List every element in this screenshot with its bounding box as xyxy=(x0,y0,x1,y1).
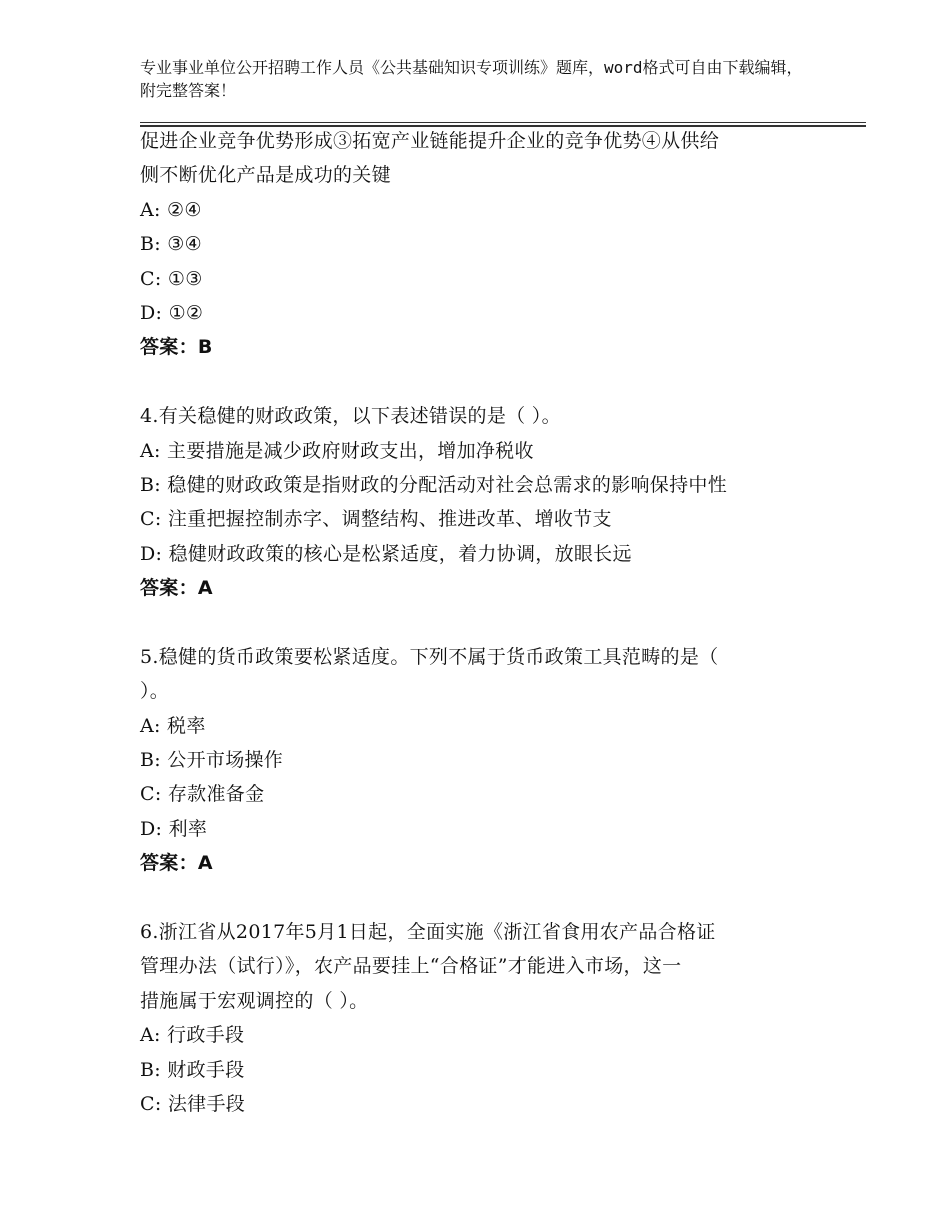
option-d: D: ①② xyxy=(140,301,204,324)
question-4 xyxy=(140,399,830,605)
spacer xyxy=(140,881,830,915)
question-stem: ）。 xyxy=(140,680,170,703)
option-a: A: 主要措施是减少政府财政支出，增加净税收 xyxy=(140,439,534,462)
option-a: A: 行政手段 xyxy=(140,1024,245,1047)
answer-line: 答案：A xyxy=(140,577,213,600)
question-stem: 5.稳健的货币政策要松紧适度。下列不属于货币政策工具范畴的是（ xyxy=(140,645,719,668)
spacer xyxy=(140,365,830,399)
question-stem: 促进企业竞争优势形成③拓宽产业链能提升企业的竞争优势④从供给 xyxy=(140,130,720,152)
question-3 xyxy=(140,124,830,365)
option-c: C: 注重把握控制赤字、调整结构、推进改革、增收节支 xyxy=(140,508,612,531)
question-stem: 侧不断优化产品是成功的关键 xyxy=(140,164,391,187)
question-6 xyxy=(140,915,830,1121)
option-c: C: 存款准备金 xyxy=(140,783,265,806)
answer-line: 答案：A xyxy=(140,852,213,875)
option-a: A: 税率 xyxy=(140,714,206,737)
option-b: B: 财政手段 xyxy=(140,1058,245,1081)
document-header xyxy=(140,56,810,102)
option-c: C: ①③ xyxy=(140,267,203,290)
option-d: D: 利率 xyxy=(140,817,208,840)
question-list xyxy=(140,124,830,1121)
question-stem: 4.有关稳健的财政政策，以下表述错误的是（ ）。 xyxy=(140,405,561,428)
header-divider xyxy=(140,122,866,123)
question-stem: 措施属于宏观调控的（ ）。 xyxy=(140,989,369,1012)
option-a: A: ②④ xyxy=(140,198,202,221)
option-d: D: 稳健财政政策的核心是松紧适度，着力协调，放眼长远 xyxy=(140,542,632,565)
option-b: B: 公开市场操作 xyxy=(140,749,284,772)
header-title: 专业事业单位公开招聘工作人员《公共基础知识专项训练》题库，word格式可自由下载编辑，附完整答案！ xyxy=(140,58,803,100)
option-c: C: 法律手段 xyxy=(140,1092,246,1115)
question-stem: 6.浙江省从2017年5月1日起，全面实施《浙江省食用农产品合格证 xyxy=(140,920,716,943)
answer-line: 答案：B xyxy=(140,336,213,359)
option-b: B: ③④ xyxy=(140,233,202,256)
question-5 xyxy=(140,640,830,881)
spacer xyxy=(140,605,830,639)
question-stem: 管理办法（试行）》，农产品要挂上“合格证”才能进入市场，这一 xyxy=(140,955,682,978)
option-b: B: 稳健的财政政策是指财政的分配活动对社会总需求的影响保持中性 xyxy=(140,473,728,496)
